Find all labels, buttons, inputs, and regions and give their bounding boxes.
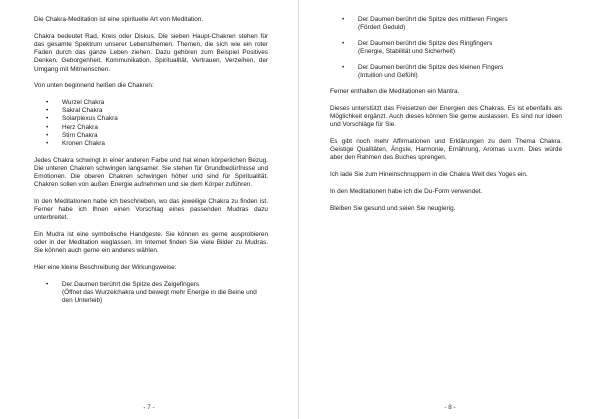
- vibration-paragraph: Jedes Chakra schwingt in einer anderen Farbe und hat einen körperlichen Bezug. Die unteren Chakren schwingen langsamer. Sie stehen für Grundbedürfnisse und Emotionen. Die oberen Chakren schwingen höher und sind für Spiritualität. Chakren sollen von außen Energie aufnehmen und sie dem Körper zuführen.: [34, 156, 268, 189]
- list-item: [34, 115, 268, 123]
- chakra-meaning-paragraph: Chakra bedeutet Rad, Kreis oder Diskus. Die sieben Haupt-Chakren stehen für das gesamte Spektrum unserer Lebensthemen. Themen, die sich wie ein roter Faden durch das ganze Leben ziehen. Dazu gehören zum Beispiel Positives Denken, Geborgenheit, Kommunikation, Spiritualität, Vertrauen, Verzeihen, der Umgang mit Mitmenschen.: [34, 32, 268, 73]
- chakra-name: Herz Chakra: [62, 123, 98, 131]
- mantra-paragraph: Ferner enthalten die Meditationen ein Mantra.: [330, 88, 460, 96]
- finger-gesture: Der Daumen berührt die Spitze des Ringfingers: [358, 39, 493, 47]
- finger-list: [330, 16, 562, 80]
- energy-paragraph: Dieses unterstützt das Freisetzen der Energien des Chakras. Es ist ebenfalls als Möglichkeit ergänzt. Auch dieses können Sie gerne auslassen. Es sind nur Ideen und Vorschläge für Sie.: [330, 104, 562, 129]
- bullet-icon: •: [46, 115, 49, 123]
- closing-paragraph: Bleiben Sie gesund und seien Sie neugierig.: [330, 204, 456, 212]
- finger-gesture: Der Daumen berührt die Spitze des kleinen Fingers: [358, 63, 504, 71]
- chakra-name: Solarplexus Chakra: [62, 115, 118, 123]
- left-page: [0, 0, 299, 419]
- meditation-paragraph: In den Meditationen habe ich beschrieben, wo das jeweilige Chakra zu finden ist. Ferner habe ich Ihnen einen Vorschlag eines passenden Mudras dazu unterbreitet.: [34, 197, 268, 222]
- finger-effect: (Intuition und Gefühl): [358, 72, 418, 80]
- right-page-content: [330, 16, 562, 221]
- finger-effect: (Öffnet das Wurzelchakra und bewegt mehr Energie in die Beine und den Unterleib): [62, 289, 257, 305]
- bullet-icon: •: [342, 16, 345, 23]
- list-item: [330, 16, 562, 32]
- list-item: [330, 64, 562, 80]
- left-page-content: [34, 16, 268, 313]
- intro-paragraph: Die Chakra-Meditation ist eine spirituelle Art von Meditation.: [34, 16, 204, 23]
- finger-gesture: Der Daumen berührt die Spitze des mittleren Fingers: [358, 16, 508, 23]
- chakra-name: Kronen Chakra: [62, 139, 105, 147]
- list-item: [34, 140, 268, 148]
- bullet-icon: •: [342, 63, 345, 71]
- right-page: [300, 0, 600, 419]
- chakra-list-intro: Von unten beginnend heißen die Chakren:: [34, 82, 154, 90]
- finger-list: [34, 281, 268, 306]
- bullet-icon: •: [46, 139, 49, 147]
- bullet-icon: •: [46, 131, 49, 139]
- chakra-name: Wurzel Chakra: [62, 98, 105, 106]
- chakra-list: [34, 99, 268, 148]
- page-number: - 8 -: [444, 404, 456, 411]
- finger-effect: (Fördert Geduld): [358, 24, 406, 32]
- list-item: [34, 281, 268, 306]
- bullet-icon: •: [46, 280, 49, 288]
- finger-effect: (Energie, Stabilität und Sicherheit): [358, 48, 455, 56]
- du-form-paragraph: In den Meditationen habe ich die Du-Form verwendet.: [330, 187, 483, 195]
- chakra-name: Sakral Chakra: [62, 107, 103, 115]
- mudra-paragraph: Ein Mudra ist eine symbolische Handgeste. Sie können es gerne ausprobieren oder in der Meditation weglassen. Im Internet finden Sie viele Bilder zu Mudras. Sie können auch gerne ein anderes wählen.: [34, 231, 268, 255]
- description-intro: Hier eine kleine Beschreibung der Wirkungsweise:: [34, 264, 177, 272]
- bullet-icon: •: [46, 123, 49, 131]
- bullet-icon: •: [342, 39, 345, 47]
- list-item: [34, 124, 268, 132]
- list-item: [34, 132, 268, 140]
- bullet-icon: •: [46, 107, 49, 115]
- list-item: [34, 99, 268, 107]
- list-item: [34, 107, 268, 115]
- list-item: [330, 40, 562, 56]
- finger-gesture: Der Daumen berührt die Spitze des Zeigefingers: [62, 280, 200, 288]
- bullet-icon: •: [46, 98, 49, 106]
- affirmations-paragraph: Es gibt noch mehr Affirmationen und Erklärungen zu dem Thema Chakra. Geistige Qualitäten, Ängste, Harmonie, Ernährung, Aromas u.v.m. Dies würde aber den Rahmen des Buches sprengen.: [330, 138, 562, 162]
- invitation-paragraph: Ich lade Sie zum Hineinschnuppern in die Chakra Welt des Yoges ein.: [330, 171, 528, 179]
- chakra-name: Stirn Chakra: [62, 131, 98, 139]
- page-number: - 7 -: [143, 404, 155, 411]
